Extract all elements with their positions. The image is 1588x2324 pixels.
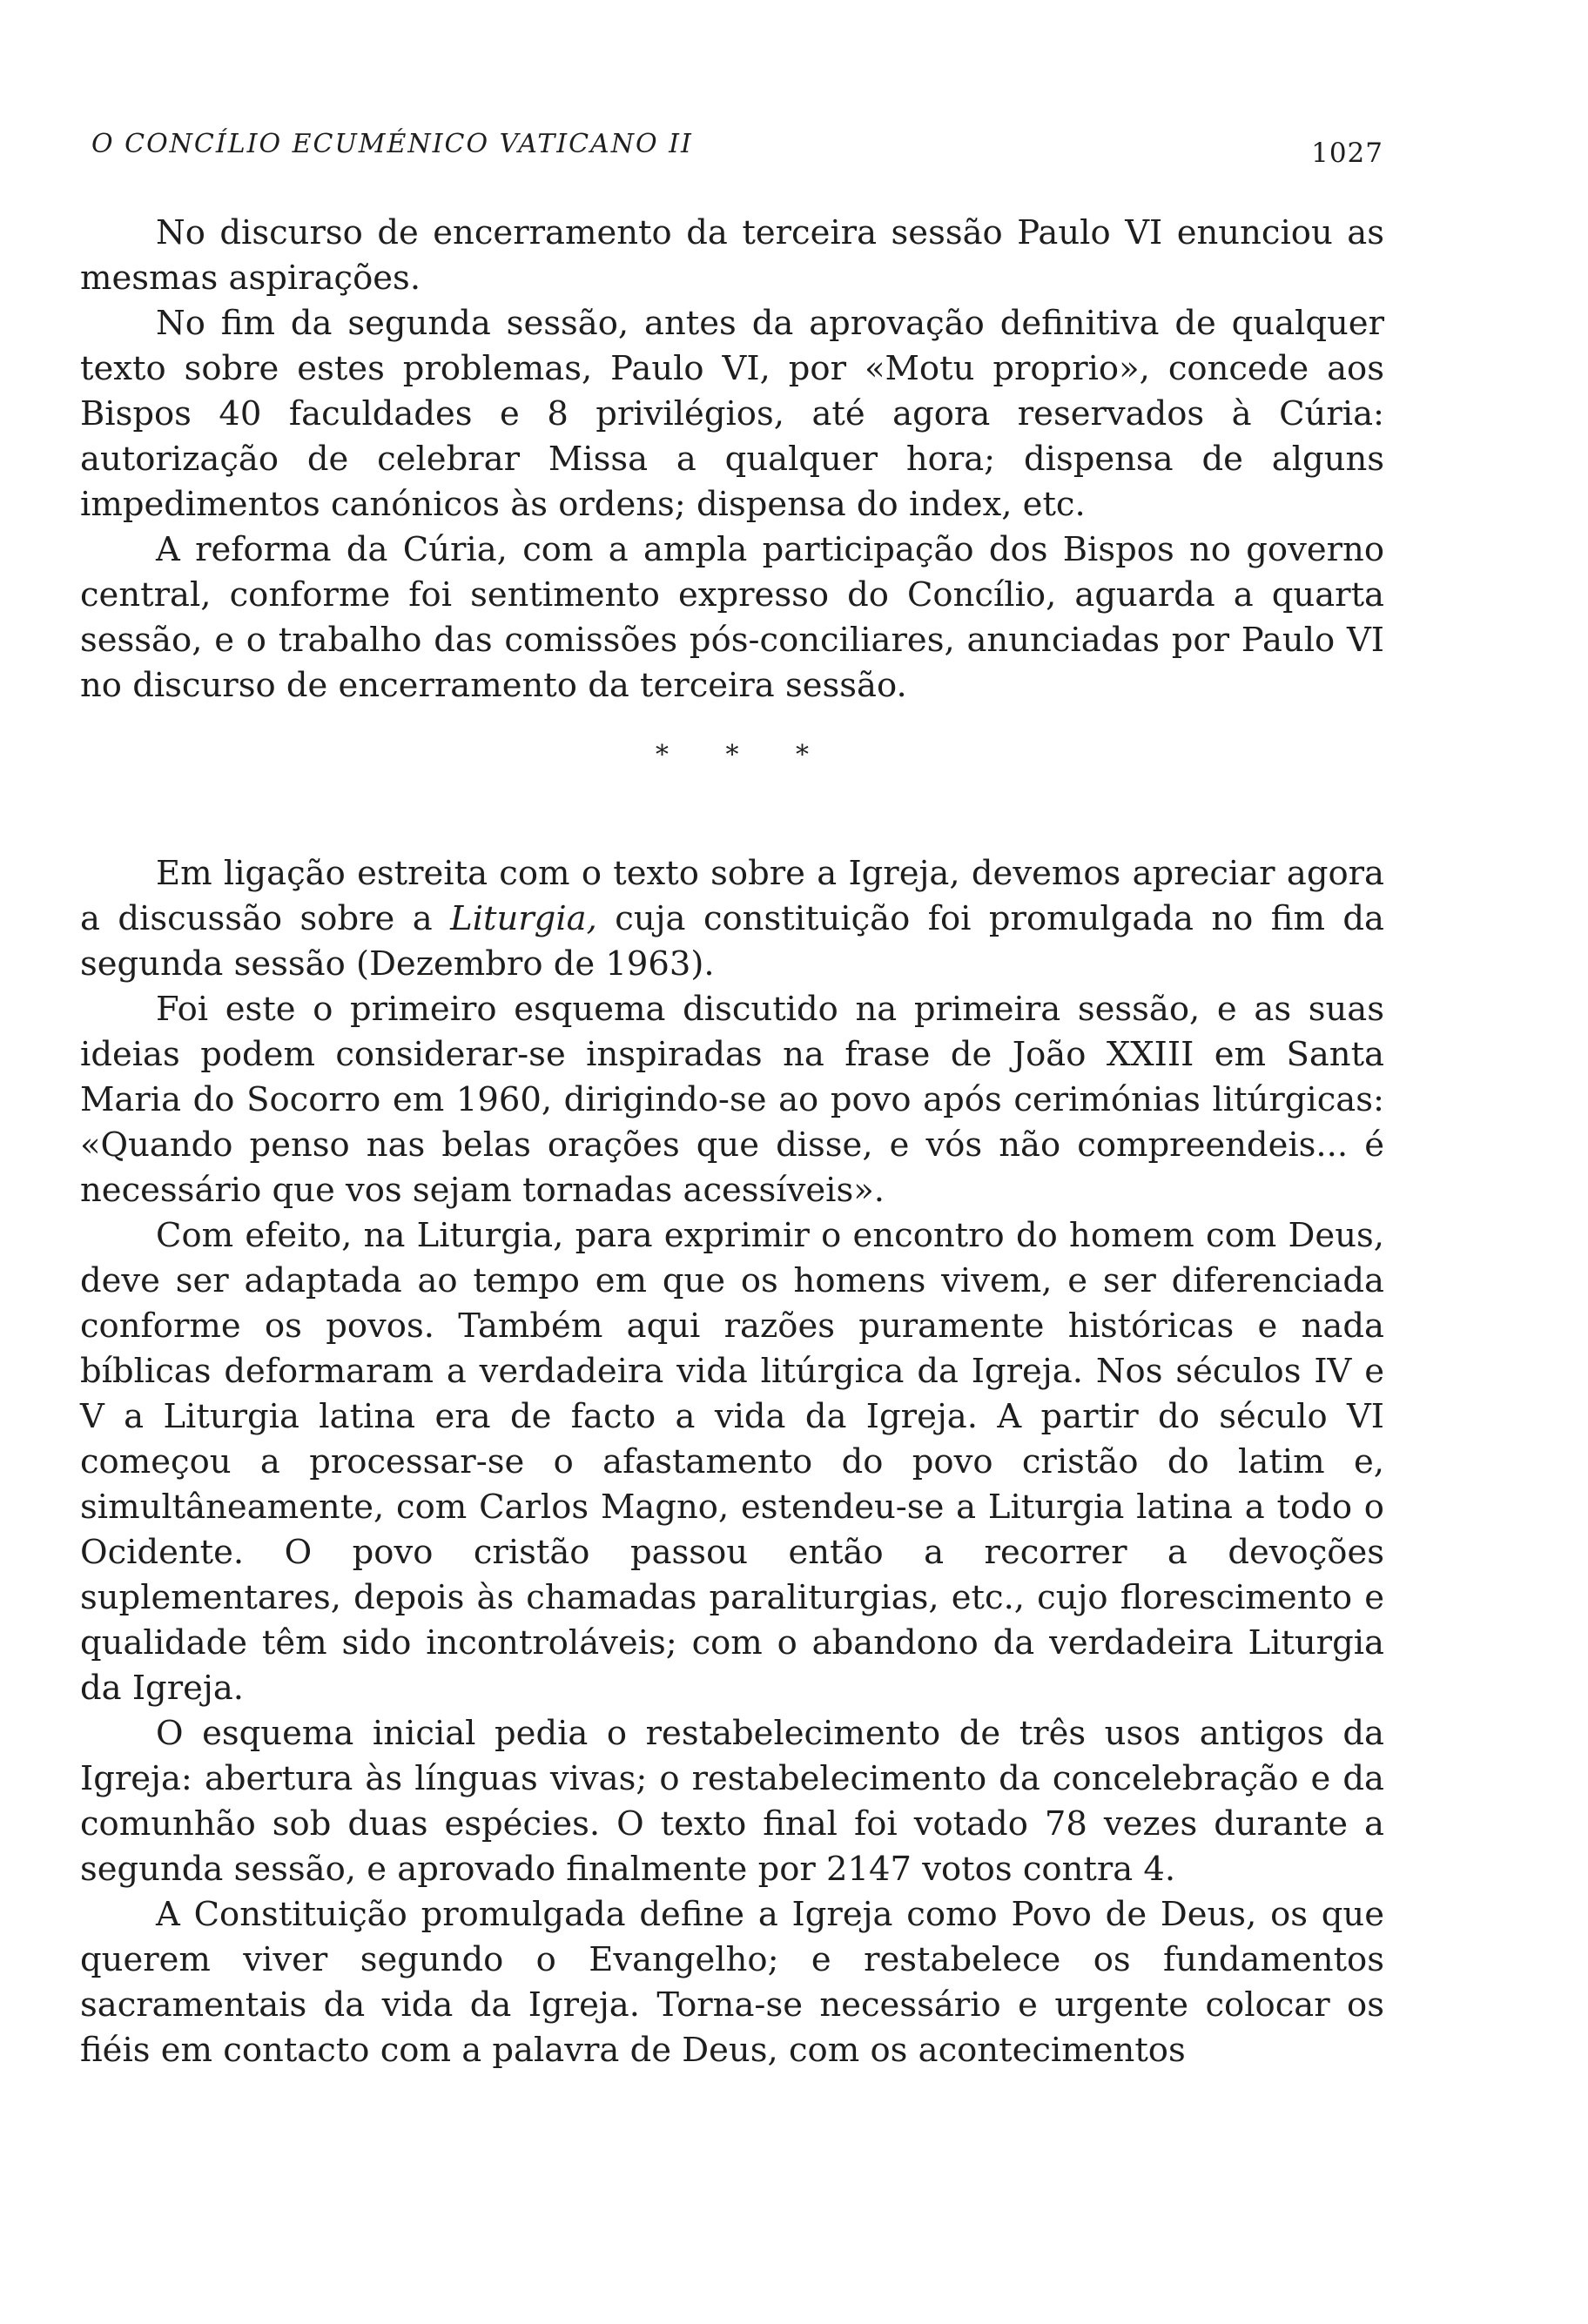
- running-head: [91, 129, 1383, 181]
- paragraph: No fim da segunda sessão, antes da aprovação definitiva de qualquer texto sobre estes problemas, Paulo VI, por «Motu proprio», concede aos Bispos 40 faculdades e 8 privilégios, até agora reservados à Cúria: autorização de celebrar Missa a qualquer hora; dispensa de alguns impedimentos canónicos às ordens; dispensa do index, etc.: [80, 304, 1384, 524]
- italic-term: Liturgia,: [450, 899, 597, 938]
- paragraph-text: Em ligação estreita com o texto sobre a Igreja, devemos apreciar agora a discussão sobre a: [80, 854, 1384, 938]
- paragraph: Foi este o primeiro esquema discutido na primeira sessão, e as suas ideias podem considerar-se inspiradas na frase de João XXIII em Santa Maria do Socorro em 1960, dirigindo-se ao povo após cerimónias litúrgicas: «Quando penso nas belas orações que disse, e vós não compreendeis... é necessário que vos sejam tornadas acessíveis».: [80, 990, 1384, 1210]
- paragraph: A reforma da Cúria, com a ampla participação dos Bispos no governo central, conforme foi sentimento expresso do Concílio, aguarda a quarta sessão, e o trabalho das comissões pós-conciliares, anunciadas por Paulo VI no discurso de encerramento da terceira sessão.: [80, 530, 1384, 705]
- paragraph: A Constituição promulgada define a Igreja como Povo de Deus, os que querem viver segundo o Evangelho; e restabelece os fundamentos sacramentais da vida da Igreja. Torna-se necessário e urgente colocar os fiéis em contacto com a palavra de Deus, com os acontecimentos: [80, 1895, 1384, 2070]
- body-text: [80, 211, 1384, 2073]
- section-separator: [80, 709, 1384, 851]
- paragraph: [80, 851, 1384, 987]
- paragraph: Com efeito, na Liturgia, para exprimir o encontro do homem com Deus, deve ser adaptada ao tempo em que os homens vivem, e ser diferenciada conforme os povos. Também aqui razões puramente históricas e nada bíblicas deformaram a verdadeira vida litúrgica da Igreja. Nos séculos IV e V a Liturgia latina era de facto a vida da Igreja. A partir do século VI começou a processar-se o afastamento do povo cristão do latim e, simultâneamente, com Carlos Magno, estendeu-se a Liturgia latina a todo o Ocidente. O povo cristão passou então a recorrer a devoções suplementares, depois às chamadas paraliturgias, etc., cujo florescimento e qualidade têm sido incontroláveis; com o abandono da verdadeira Liturgia da Igreja.: [80, 1216, 1384, 1708]
- paragraph-text: cuja constituição foi promulgada no fim da segunda sessão (Dezembro de 1963).: [80, 899, 1384, 984]
- asterism: * * *: [655, 740, 834, 770]
- paragraph: O esquema inicial pedia o restabelecimento de três usos antigos da Igreja: abertura às línguas vivas; o restabelecimento da concelebração e da comunhão sob duas espécies. O texto final foi votado 78 vezes durante a segunda sessão, e aprovado finalmente por 2147 votos contra 4.: [80, 1714, 1384, 1889]
- paragraph: No discurso de encerramento da terceira sessão Paulo VI enunciou as mesmas aspirações.: [80, 213, 1384, 298]
- page-number: 1027: [1311, 138, 1383, 169]
- running-title: O CONCÍLIO ECUMÉNICO VATICANO II: [91, 129, 693, 159]
